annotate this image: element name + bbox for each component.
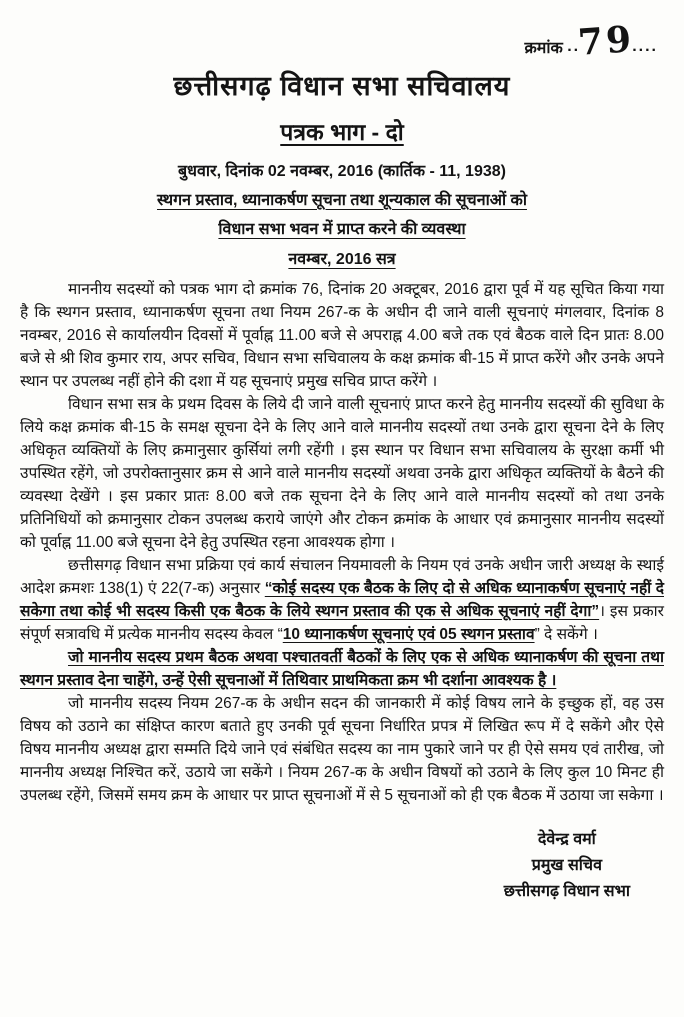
document-title: छत्तीसगढ़ विधान सभा सचिवालय	[173, 71, 511, 101]
paragraph-5: जो माननीय सदस्य नियम 267-क के अधीन सदन की जानकारी में कोई विषय लाने के इच्छुक हों, वह उस विषय को उठाने का संक्षिप्त कारण बताते हुए उनकी पूर्व सूचना निर्धारित प्रपत्र में लिखित रूप में दे सकेंगे और ऐसे विषय माननीय अध्यक्ष द्वारा सम्मति दिये जाने एवं संबंधित सदस्य का नाम पुकारे जाने पर ही ऐसे समय एवं तारीख, जो माननीय अध्यक्ष निश्चित करें, उठाये जा सकेंगे । नियम 267-क के अधीन विषयों को उठाने के लिए कुल 10 मिनट ही उपलब्ध रहेंगे, जिसमें समय क्रम के आधार पर प्राप्त सूचनाओं में से 5 सूचनाओं को ही एक बैठक में उठाया जा सकेगा ।	[20, 695, 664, 804]
paragraph-3-normal-3: ” दे सकेंगे ।	[534, 626, 598, 643]
paragraph-2: विधान सभा सत्र के प्रथम दिवस के लिये दी जाने वाली सूचनाएं प्राप्त करने हेतु माननीय सदस्यों की सुविधा के लिये कक्ष क्रमांक बी-15 के समक्ष सूचना देने के लिए आने वाले माननीय सदस्यों तथा उनके द्वारा सूचना देने के लिए अधिकृत व्यक्तियों के लिए क्रमानुसार कुर्सियां लगी रहेंगी । इस स्थान पर विधान सभा सचिवालय के सुरक्षा कर्मी भी उपस्थित रहेंगे, जो उपरोक्तानुसार क्रम से आने वाले माननीय सदस्यों अथवा उनके द्वारा अधिकृत व्यक्तियों के बैठने की व्यवस्था देखेंगे । इस प्रकार प्रातः 8.00 बजे तक सूचना देने के लिए आने वाले माननीय सदस्यों को तथा उनके प्रतिनिधियों को क्रमानुसार टोकन उपलब्ध कराये जाएंगे और टोकन क्रमांक के आधार एवं क्रमानुसार माननीय सदस्यों को पूर्वाह्न 11.00 बजे सूचना देने हेतु उपस्थित रहना आवश्यक होगा ।	[20, 396, 664, 551]
session-line-text: नवम्बर, 2016 सत्र	[288, 251, 396, 268]
serial-dots-before: ..	[567, 37, 581, 55]
subject-line-2	[20, 217, 664, 239]
paragraph-3	[20, 554, 664, 646]
subject-line-1	[20, 188, 664, 210]
document-subtitle-text: पत्रक भाग - दो	[280, 119, 404, 145]
date-line: बुधवार, दिनांक 02 नवम्बर, 2016 (कार्तिक - 11, 1938)	[178, 163, 506, 180]
document-body	[20, 278, 664, 807]
document-subtitle	[20, 115, 664, 147]
serial-row	[20, 18, 664, 62]
serial-label: क्रमांक	[524, 39, 563, 57]
paragraph-3-normal-2: । इस प्रकार संपूर्ण सत्रावधि में प्रत्येक माननीय सदस्य केवल “	[20, 603, 664, 643]
subject-line-1-text: स्थगन प्रस्ताव, ध्यानाकर्षण सूचना तथा शून्यकाल की सूचनाओं को	[157, 192, 527, 209]
signature-name: देवेन्द्र वर्मा	[537, 831, 596, 848]
paragraph-1: माननीय सदस्यों को पत्रक भाग दो क्रमांक 76, दिनांक 20 अक्टूबर, 2016 द्वारा पूर्व में यह सूचित किया गया है कि स्थगन प्रस्ताव, ध्यानाकर्षण सूचना तथा नियम 267-क के अधीन दी जाने वाली सूचनाएं मंगलवार, दिनांक 8 नवम्बर, 2016 से कार्यालयीन दिवसों में पूर्वाह्न 11.00 बजे से अपराह्न 4.00 बजे तक एवं बैठक वाले दिन प्रातः 8.00 बजे से श्री शिव कुमार राय, अपर सचिव, विधान सभा सचिवालय के कक्ष क्रमांक बी-15 में प्राप्त करेंगे और उनके अपने स्थान पर उपलब्ध नहीं होने की दशा में यह सूचनाएं प्रमुख सचिव प्राप्त करेंगे ।	[20, 281, 664, 390]
serial-number-handwritten: 79	[576, 18, 636, 64]
session-line	[20, 247, 664, 269]
signature-organization: छत्तीसगढ़ विधान सभा	[503, 883, 630, 900]
serial-dots-after: ....	[632, 37, 658, 55]
paragraph-3-emphasis-2: 10 ध्यानाकर्षण सूचनाएं एवं 05 स्थगन प्रस्ताव	[282, 626, 535, 643]
paragraph-3-normal-1: छत्तीसगढ़ विधान सभा प्रक्रिया एवं कार्य संचालन नियमावली के नियम एवं उनके अधीन जारी अध्यक्ष के स्थाई आदेश क्रमशः 138(1) एं 22(7-क) अनुसार	[20, 557, 664, 597]
paragraph-3-emphasis-1: “कोई सदस्य एक बैठक के लिए दो से अधिक ध्यानाकर्षण सूचनाएं नहीं दे सकेगा तथा कोई भी सदस्य किसी एक बैठक के लिये स्थगन प्रस्ताव की एक से अधिक सूचनाएं नहीं देगा”	[20, 580, 664, 620]
signature-designation: प्रमुख सचिव	[531, 857, 602, 874]
subject-line-2-text: विधान सभा भवन में प्राप्त करने की व्यवस्था	[218, 221, 466, 238]
paragraph-4: जो माननीय सदस्य प्रथम बैठक अथवा पश्चातवर्ती बैठकों के लिए एक से अधिक ध्यानाकर्षण की सूचना तथा स्थगन प्रस्ताव देना चाहेंगे, उन्हें ऐसी सूचनाओं में तिथिवार प्राथमिकता क्रम भी दर्शाना आवश्यक है ।	[20, 649, 664, 689]
signature-block	[504, 827, 630, 905]
